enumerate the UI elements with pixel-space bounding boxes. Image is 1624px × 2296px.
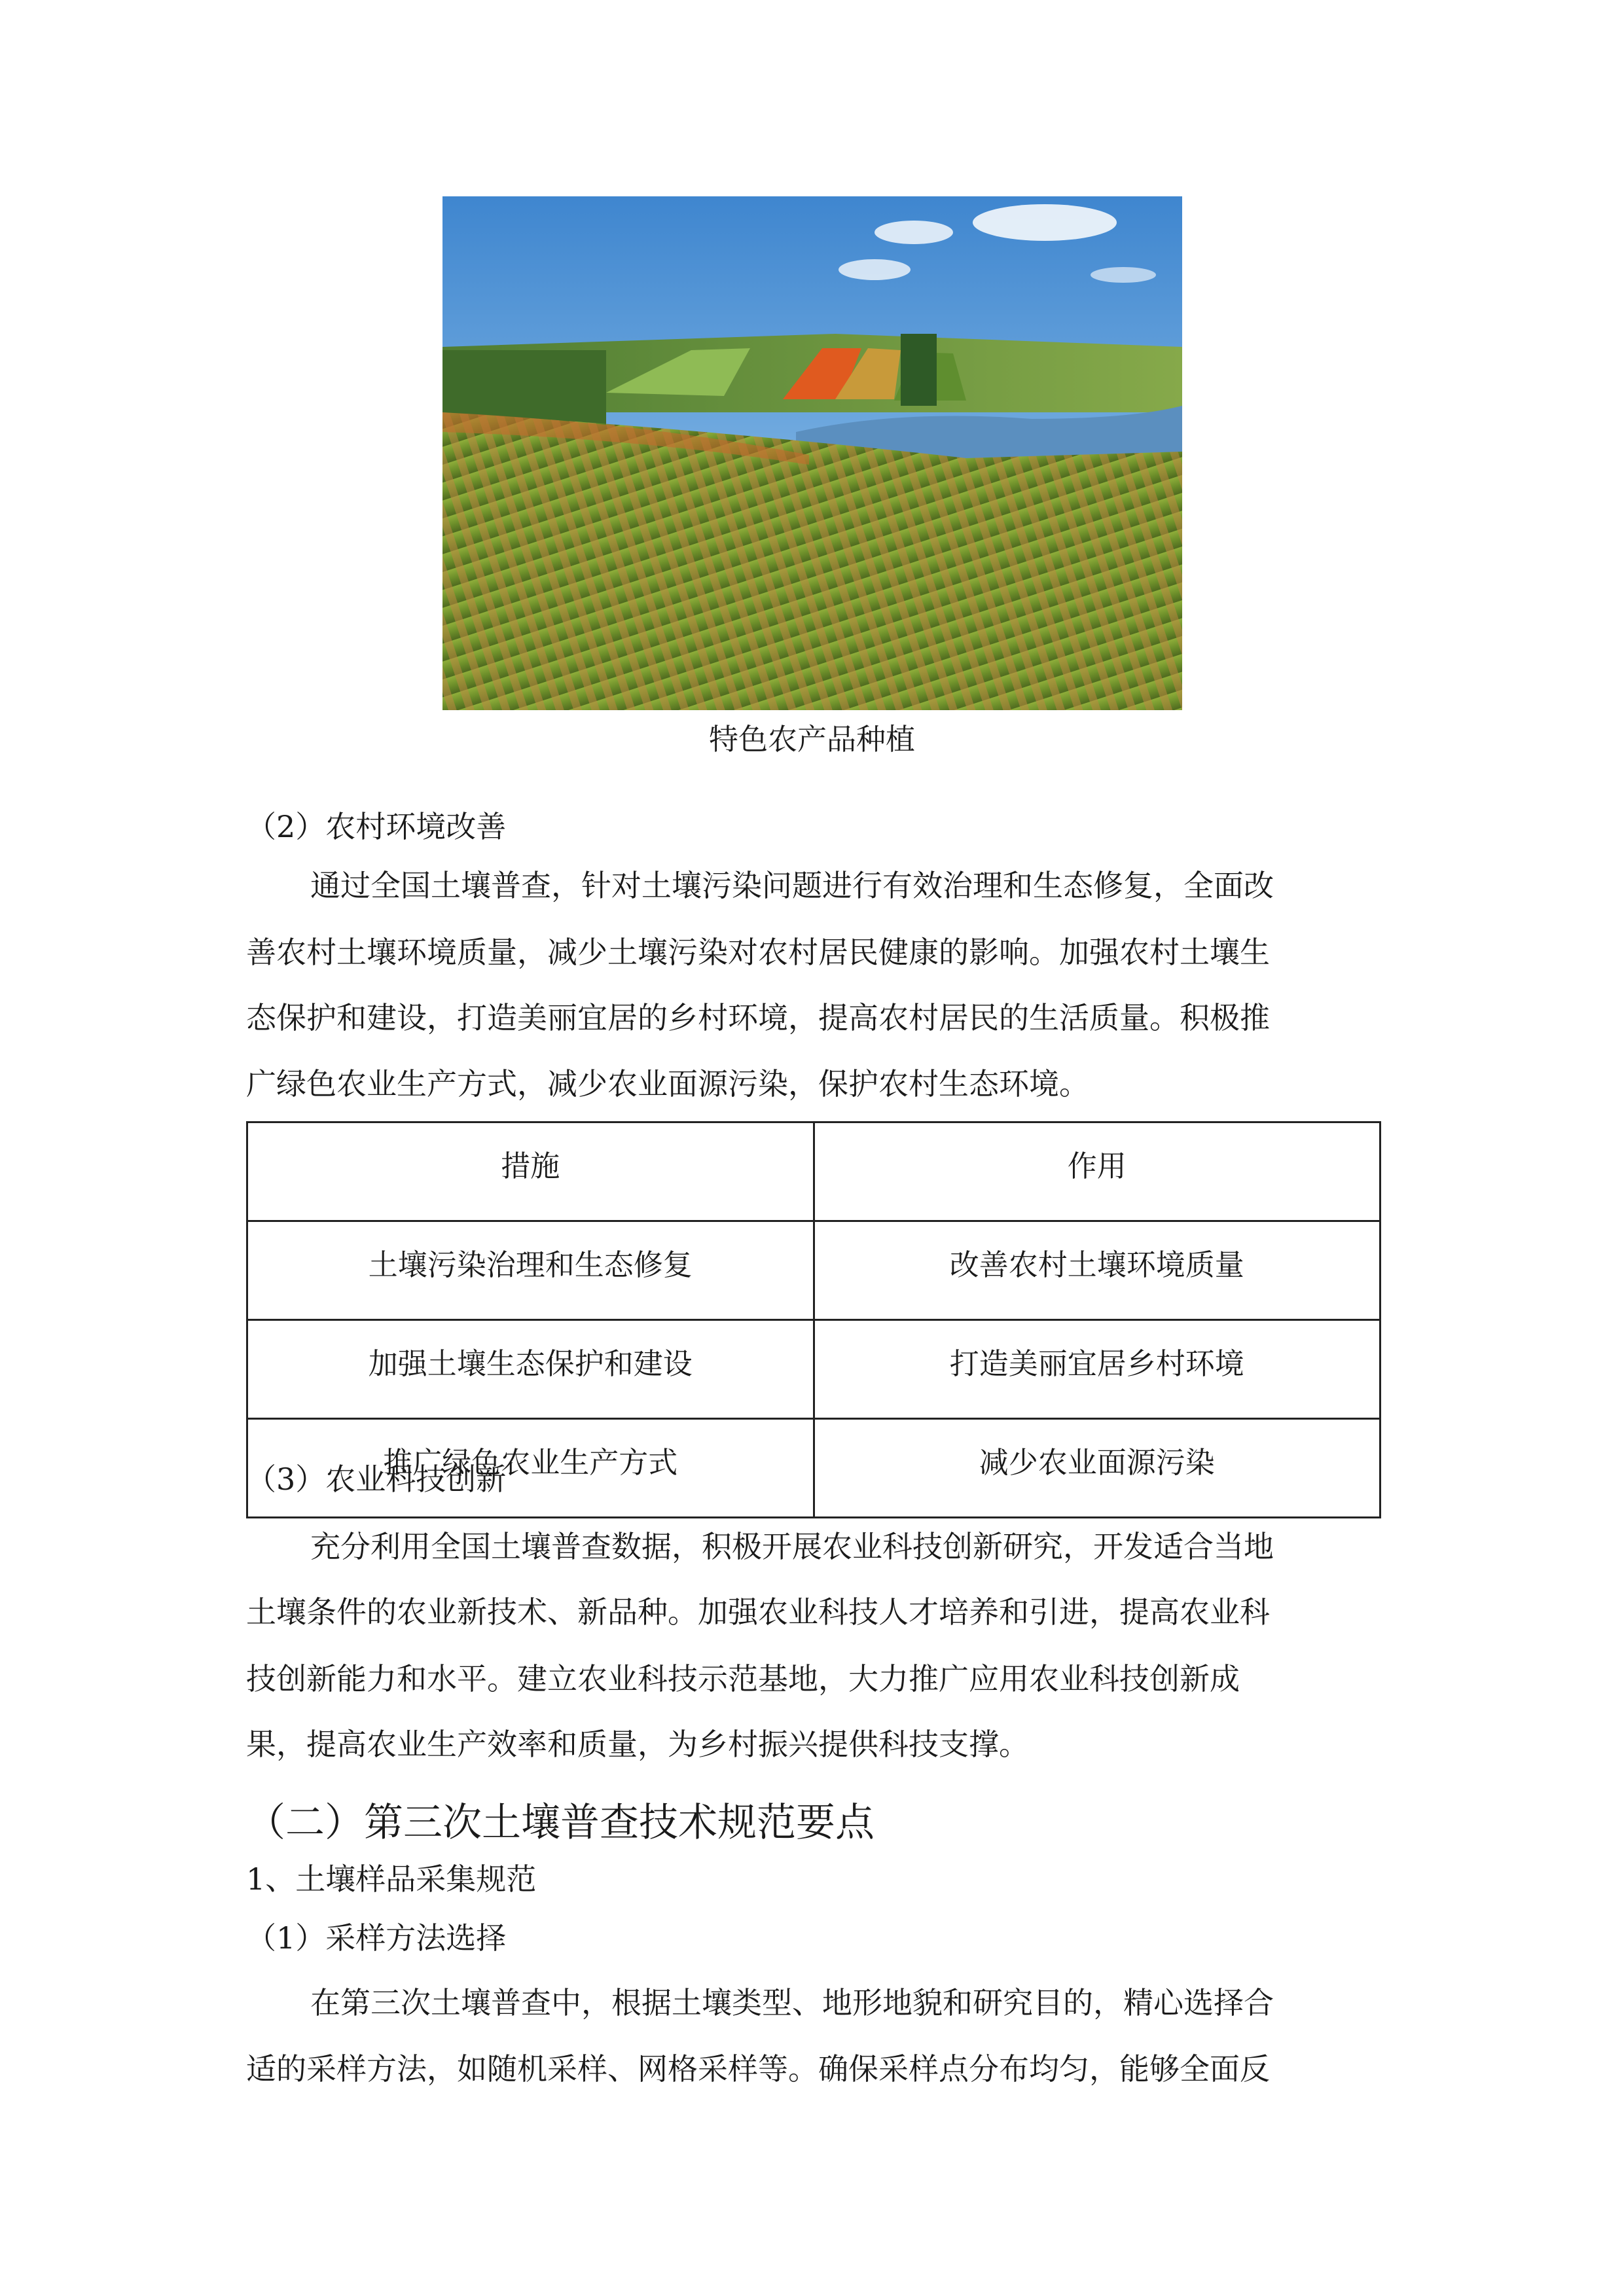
table-cell: 改善农村土壤环境质量 xyxy=(814,1221,1380,1320)
item-heading-sampling-method: （1）采样方法选择 xyxy=(246,1920,507,1956)
figure-caption: 特色农产品种植 xyxy=(708,722,915,757)
paragraph-line: 充分利用全国土壤普查数据，积极开展农业科技创新研究，开发适合当地 xyxy=(310,1529,1274,1564)
paragraph-line: 善农村土壤环境质量，减少土壤污染对农村居民健康的影响。加强农村土壤生 xyxy=(246,935,1270,970)
table-cell: 土壤污染治理和生态修复 xyxy=(247,1221,814,1320)
table-cell: 推广绿色农业生产方式 xyxy=(247,1419,814,1518)
paragraph-line: 在第三次土壤普查中，根据土壤类型、地形地貌和研究目的，精心选择合 xyxy=(310,1985,1274,2020)
section-heading-tech-spec: （二）第三次土壤普查技术规范要点 xyxy=(246,1800,875,1846)
subheading-sampling-spec: 1、土壤样品采集规范 xyxy=(246,1861,537,1897)
paragraph-line: 态保护和建设，打造美丽宜居的乡村环境，提高农村居民的生活质量。积极推 xyxy=(246,1000,1270,1035)
section-heading-agri-tech: （3）农业科技创新 xyxy=(246,1462,507,1497)
farmland-landscape-image xyxy=(442,196,1182,710)
table-header-measures: 措施 xyxy=(247,1122,814,1221)
paragraph-line: 土壤条件的农业新技术、新品种。加强农业科技人才培养和引进，提高农业科 xyxy=(246,1594,1270,1630)
section-heading-rural-environment: （2）农村环境改善 xyxy=(246,809,507,844)
table-row xyxy=(247,1320,1380,1419)
table-cell: 加强土壤生态保护和建设 xyxy=(247,1320,814,1419)
paragraph-line: 通过全国土壤普查，针对土壤污染问题进行有效治理和生态修复，全面改 xyxy=(310,868,1274,903)
paragraph-line: 果，提高农业生产效率和质量，为乡村振兴提供科技支撑。 xyxy=(246,1727,1029,1762)
table-cell: 打造美丽宜居乡村环境 xyxy=(814,1320,1380,1419)
farmland-photo xyxy=(442,196,1182,710)
paragraph-line: 技创新能力和水平。建立农业科技示范基地，大力推广应用农业科技创新成 xyxy=(246,1661,1240,1696)
table-cell: 减少农业面源污染 xyxy=(814,1419,1380,1518)
paragraph-line: 适的采样方法，如随机采样、网格采样等。确保采样点分布均匀，能够全面反 xyxy=(246,2051,1270,2087)
paragraph-line: 广绿色农业生产方式，减少农业面源污染，保护农村生态环境。 xyxy=(246,1066,1089,1102)
table-header-effects: 作用 xyxy=(814,1122,1380,1221)
table-header-row xyxy=(247,1122,1380,1221)
table-row xyxy=(247,1221,1380,1320)
